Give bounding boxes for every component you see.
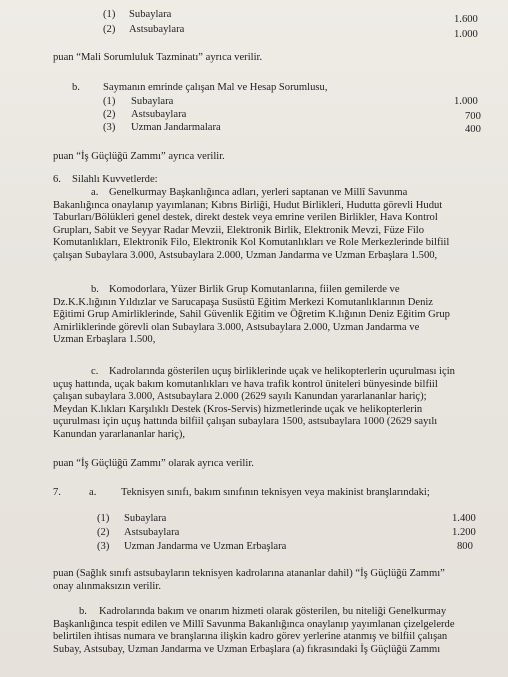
paragraph-label: b. <box>91 284 99 295</box>
item-label: Uzman Jandarmalara <box>131 122 221 133</box>
item-number: (1) <box>103 9 116 20</box>
text-line: Uzman Erbaşlara 1.500, <box>53 334 156 346</box>
text-line: Amirliklerinde görevli olan Subaylara 3.000, Astsubaylara 2.000, Uzman Jandarma ve <box>53 321 420 333</box>
text-line: puan (Sağlık sınıfı astsubayların teknisyen kadrolarına atananlar dahil) “İş Güçlüğü Zammı” <box>53 568 445 579</box>
item-label: Astsubaylara <box>124 527 180 538</box>
text-line: Kadrolarında gösterilen uçuş birliklerinde uçak ve helikopterlerin uçurulması için <box>109 366 455 377</box>
text-line: Genelkurmay Başkanlığınca adları, yerleri saptanan ve Millî Savunma <box>109 187 408 198</box>
text-line: Kanundan yararlananlar hariç), <box>53 428 186 440</box>
item-value: 1.000 <box>454 96 478 107</box>
item-number: (2) <box>97 527 110 538</box>
paragraph-label: c. <box>91 366 99 377</box>
section-number: 7. <box>53 487 61 498</box>
text-line: belirtilen ihtisas numara ve branşlarına ilişkin kadro görev yerlerine atanmış ve bilfiil çalışan <box>53 631 448 643</box>
paragraph-6b <box>53 284 481 347</box>
text-line: Subay, Astsubay, Uzman Jandarma ve Uzman Erbaşlara (a) fıkrasındaki İş Güçlüğü Zammı <box>53 643 441 655</box>
item-number: (3) <box>97 541 110 552</box>
item-number: (1) <box>103 96 116 107</box>
item-value: 1.600 <box>454 14 478 25</box>
paragraph-label: b. <box>79 606 87 617</box>
item-value: 1.000 <box>454 29 478 40</box>
item-label: Astsubaylara <box>129 24 185 35</box>
item-value: 1.200 <box>452 527 476 538</box>
paragraph-6c <box>53 366 481 442</box>
paragraph-note: puan “Mali Sorumluluk Tazminatı” ayrıca verilir. <box>53 52 263 63</box>
text-line: Komodorlara, Yüzer Birlik Grup Komutanlarına, fiilen gemilerde ve <box>109 284 400 295</box>
section-number: 6. <box>53 174 61 185</box>
item-label: Subaylara <box>129 9 172 20</box>
text-line: Meydan K.lıkları Karşılıklı Destek (Kros-Servis) hizmetlerinde uçak ve helikopterlerin <box>53 403 423 415</box>
paragraph-note: puan “İş Güçlüğü Zammı” olarak ayrıca verilir. <box>53 458 254 469</box>
text-line: Eğitimi Grup Amirliklerinde, Sahil Güvenlik Eğitim ve Öğretim K.lığının Deniz Eğitim Grup <box>53 309 450 321</box>
paragraph-6a <box>53 187 481 263</box>
paragraph-7a-note <box>53 568 479 593</box>
text-line: Kadrolarında bakım ve onarım hizmeti olarak gösterilen, bu niteliği Genelkurmay <box>99 606 447 617</box>
paragraph-label: a. <box>91 187 99 198</box>
paragraph-label: a. <box>89 487 97 498</box>
text-line: Grupları, Sabit ve Seyyar Radar Mevzii, Elektronik Birlik, Elektronik Mevzi, Füze Filo <box>53 224 424 236</box>
text-line: çalışan subaylara 3.000, Astsubaylara 2.000 (2629 sayılı Kanundan yararlananlar hariç); <box>53 391 427 403</box>
item-label: Subaylara <box>124 513 167 524</box>
item-number: (2) <box>103 109 116 120</box>
item-number: (1) <box>97 513 110 524</box>
item-value: 700 <box>465 111 481 122</box>
item-label: Astsubaylara <box>131 109 187 120</box>
item-value: 1.400 <box>452 513 476 524</box>
text-line: çalışan Subaylara 3.000, Astsubaylara 2.000, Uzman Jandarma ve Uzman Erbaşlara 1.500, <box>53 249 438 261</box>
item-label: Uzman Jandarma ve Uzman Erbaşlara <box>124 541 287 552</box>
section-heading: Silahlı Kuvvetlerde: <box>72 174 158 185</box>
item-label: Subaylara <box>131 96 174 107</box>
text-line: Dz.K.K.lığının Yıldızlar ve Sarucapaşa Susüstü Eğitim Merkezi Komutanlıklarının Deniz <box>53 296 434 308</box>
text-line: uçuş hattında, uçak bakım komutanlıkları ve hava trafik kontrol üniteleri bünyesinde bilfiil <box>53 378 438 390</box>
text-line: uçurulması için uçuş hattında bilfiil çalışan subaylara 1500, astsubaylara 1000 (2629 sayılı <box>53 416 438 428</box>
text-line: onay alınmaksızın verilir. <box>53 580 161 592</box>
section-heading: Teknisyen sınıfı, bakım sınıfının teknisyen veya makinist branşlarındaki; <box>121 487 430 498</box>
text-line: Başkanlığınca tespit edilen ve Millî Savunma Bakanlığınca onaylanıp yayımlanan çizelgelerde <box>53 618 455 630</box>
text-line: Bakanlığınca onaylanıp yayımlanan; Kıbrıs Birliği, Hudut Birlikleri, Hudutta görevli Hudut <box>53 199 443 211</box>
paragraph-heading: Saymanın emrinde çalışan Mal ve Hesap Sorumlusu, <box>103 82 328 93</box>
item-value: 400 <box>465 124 481 135</box>
paragraph-label: b. <box>72 82 80 93</box>
text-line: Taburları/Bölükleri genel destek, direkt destek veya emrine verilen Birlikler, Hava Kontrol <box>53 212 438 224</box>
text-line: Komutanlıkları, Elektronik Filo, Elektronik Kol Komutanlıkları ve Role Merkezlerinde bilfiil <box>53 237 450 249</box>
item-value: 800 <box>457 541 473 552</box>
paragraph-7b <box>53 606 483 656</box>
item-number: (3) <box>103 122 116 133</box>
item-number: (2) <box>103 24 116 35</box>
paragraph-note: puan “İş Güçlüğü Zammı” ayrıca verilir. <box>53 151 225 162</box>
